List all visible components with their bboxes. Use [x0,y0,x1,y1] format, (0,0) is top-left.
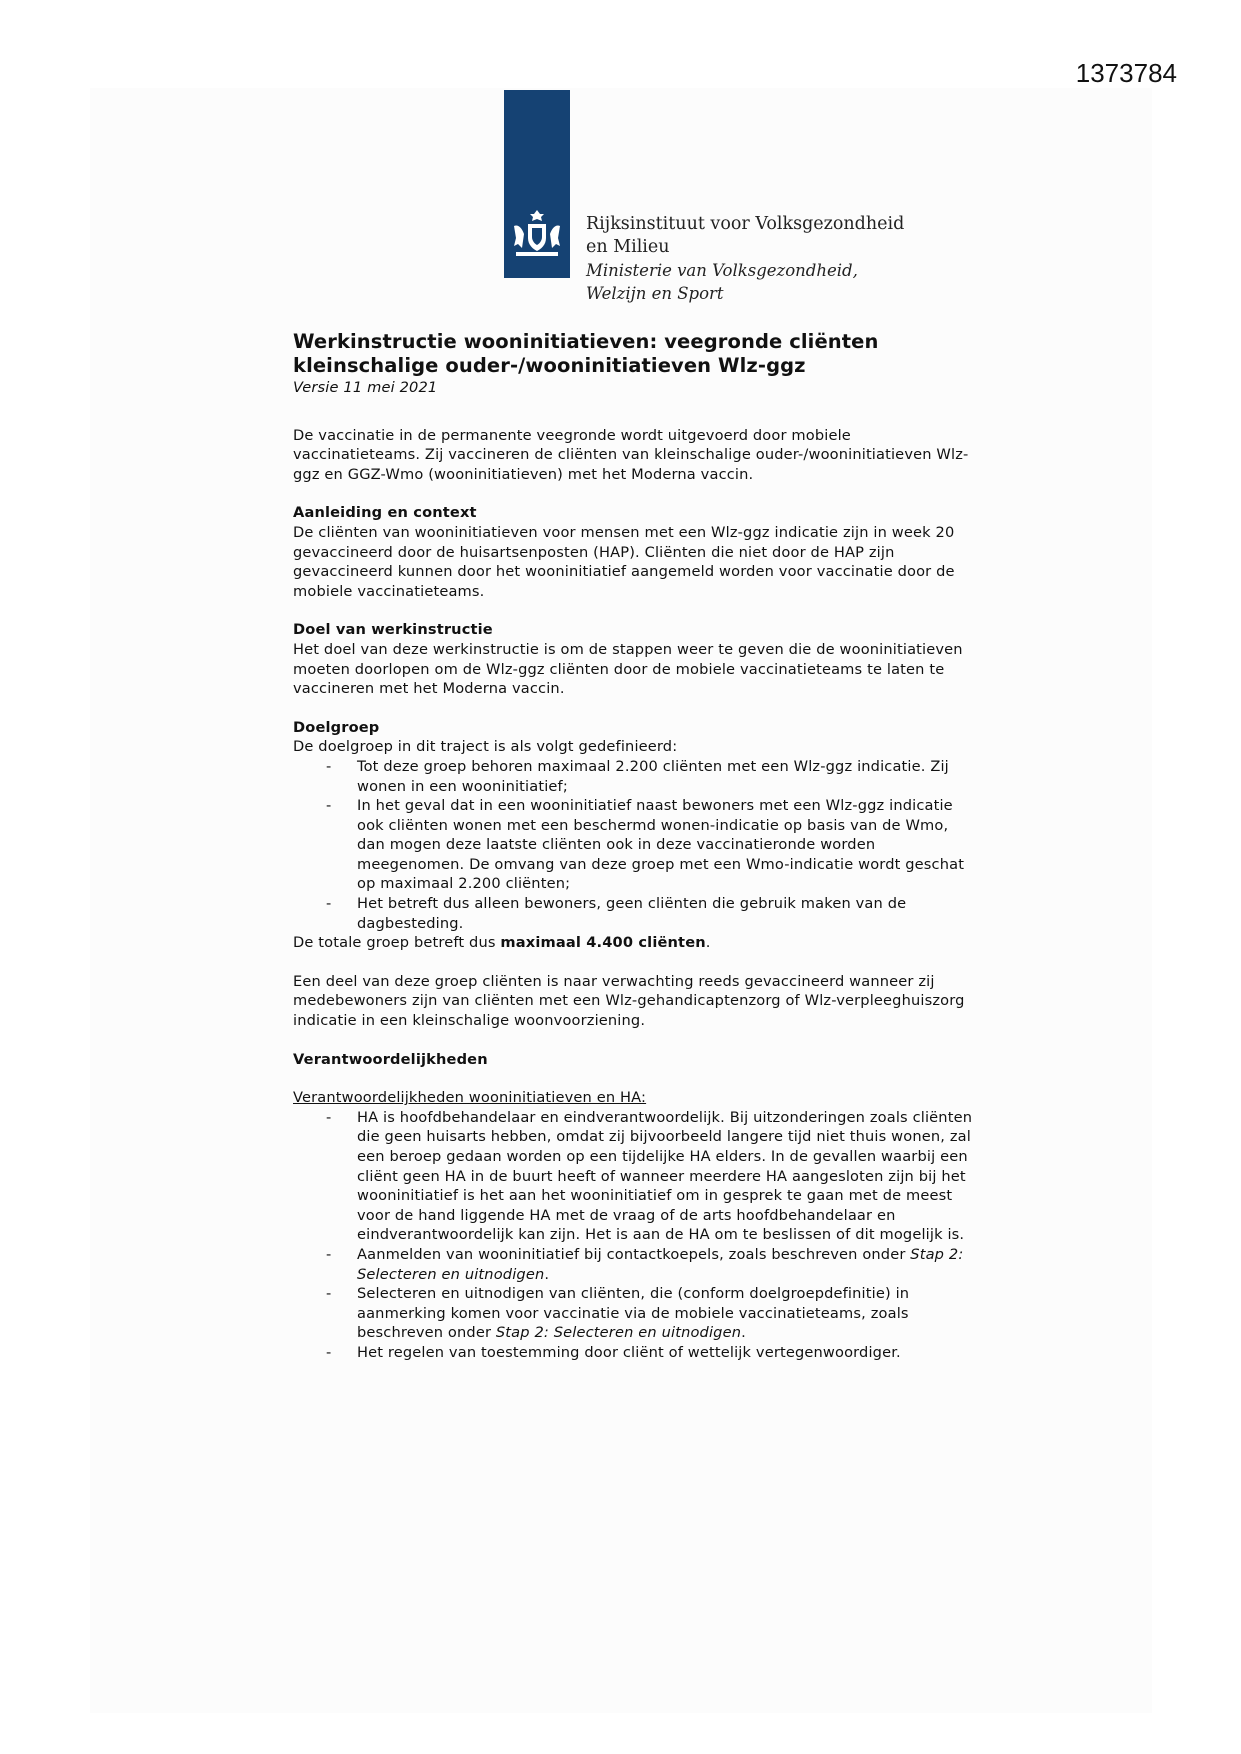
organisation-block [586,213,904,305]
doelgroep-note: Een deel van deze groep cliënten is naar verwachting reeds gevaccineerd wanneer zij medebewoners zijn van cliënten met een Wlz-gehandicaptenzorg of Wlz-verpleeghuiszorg indicatie in een kleinschalige woonvoorziening. [293,972,965,1030]
responsibilities-subheading: Verantwoordelijkheden wooninitiatieven en HA: [293,1089,647,1107]
doelgroep-intro: De doelgroep in dit traject is als volgt gedefinieerd: [293,738,678,756]
aanleiding-paragraph: De cliënten van wooninitiatieven voor mensen met een Wlz-ggz indicatie zijn in week 20 gevaccineerd door de huisartsenposten (HAP). Cliënten die niet door de HAP zijn gevaccineerd kunnen door het wooninitiatief aangemeld worden voor vaccinatie door de mobiele vaccinatieteams. [293,523,955,600]
total-count: maximaal 4.400 cliënten [500,934,706,952]
list-item: - In het geval dat in een wooninitiatief naast bewoners met een Wlz-ggz indicatie ook cliënten wonen met een beschermd wonen-indicatie op basis van de Wmo, dan mogen deze laatste cliënten ook in deze vaccinatieronde worden meegenomen. De omvang van deze groep met een Wmo-indicatie wordt geschat op maximaal 2.200 cliënten; [326,797,965,893]
title-line2: kleinschalige ouder-/wooninitiatieven Wlz-ggz [293,354,806,377]
list-item: - Het betreft dus alleen bewoners, geen cliënten die gebruik maken van de dagbesteding. [326,895,907,932]
list-item: - HA is hoofdbehandelaar en eindverantwoordelijk. Bij uitzonderingen zoals cliënten die geen huisarts hebben, omdat zij bijvoorbeeld langere tijd niet thuis wonen, zal een beroep gedaan worden op een tijdelijke HA elders. In de gevallen waarbij een cliënt geen HA in de buurt heeft of wanneer meerdere HA aangesloten zijn bij het wooninitiatief is het aan het wooninitiatief om in gesprek te gaan met de meest voor de hand liggende HA met de vraag of de arts hoofdbehandelaar en eindverantwoordelijk kan zijn. Het is aan de HA om te beslissen of dit mogelijk is. [326,1108,973,1244]
section-heading-aanleiding: Aanleiding en context [293,504,477,522]
doelgroep-list [293,757,973,933]
list-item: - Aanmelden van wooninitiatief bij contactkoepels, zoals beschreven onder Stap 2: Selecteren en uitnodigen. [326,1245,964,1283]
ministry-line2: Welzijn en Sport [586,284,724,303]
org-name-line2: en Milieu [586,237,670,257]
coat-of-arms-icon [504,206,570,262]
list-item: - Tot deze groep behoren maximaal 2.200 cliënten met een Wlz-ggz indicatie. Zij wonen in een wooninitiatief; [326,757,949,795]
title-line1: Werkinstructie wooninitiatieven: veegronde cliënten [293,330,879,353]
list-item: - Selecteren en uitnodigen van cliënten, die (conform doelgroepdefinitie) in aanmerking komen voor vaccinatie via de mobiele vaccinatieteams, zoals beschreven onder Stap 2: Selecteren en uitnodigen. [326,1285,910,1342]
section-heading-verantwoordelijkheden: Verantwoordelijkheden [293,1050,488,1068]
bullet-dash: - [326,1245,332,1263]
document-title [293,330,973,378]
document-number: 1373784 [1075,58,1177,88]
bullet-dash: - [326,1343,332,1361]
bullet-dash: - [326,1285,332,1303]
section-heading-doelgroep: Doelgroep [293,718,380,736]
org-name-line1: Rijksinstituut voor Volksgezondheid [586,214,905,234]
document-body [293,330,973,1363]
intro-paragraph: De vaccinatie in de permanente veegronde wordt uitgevoerd door mobiele vaccinatieteams. Zij vaccineren de cliënten van kleinschalige ouder-/wooninitiatieven Wlz-ggz en GGZ-Wmo (wooninitiatieven) met het Moderna vaccin. [293,426,969,483]
bullet-dash: - [326,1108,332,1126]
section-heading-doel: Doel van werkinstructie [293,621,493,639]
doelgroep-total: De totale groep betreft dus maximaal 4.400 cliënten. [293,934,711,952]
spacer [293,1069,973,1088]
responsibilities-list [293,1108,973,1363]
ministry-line1: Ministerie van Volksgezondheid, [586,261,858,280]
bullet-dash: - [326,757,332,775]
list-item: - Het regelen van toestemming door cliënt of wettelijk vertegenwoordiger. [326,1343,901,1361]
bullet-dash: - [326,797,332,815]
bullet-dash: - [326,895,332,913]
version-date: Versie 11 mei 2021 [293,379,438,396]
doel-paragraph: Het doel van deze werkinstructie is om de stappen weer te geven die de wooninitiatieven moeten doorlopen om de Wlz-ggz cliënten door de mobiele vaccinatieteams te laten te vaccineren met het Moderna vaccin. [293,640,963,698]
rijksoverheid-logo-bar [504,90,570,278]
